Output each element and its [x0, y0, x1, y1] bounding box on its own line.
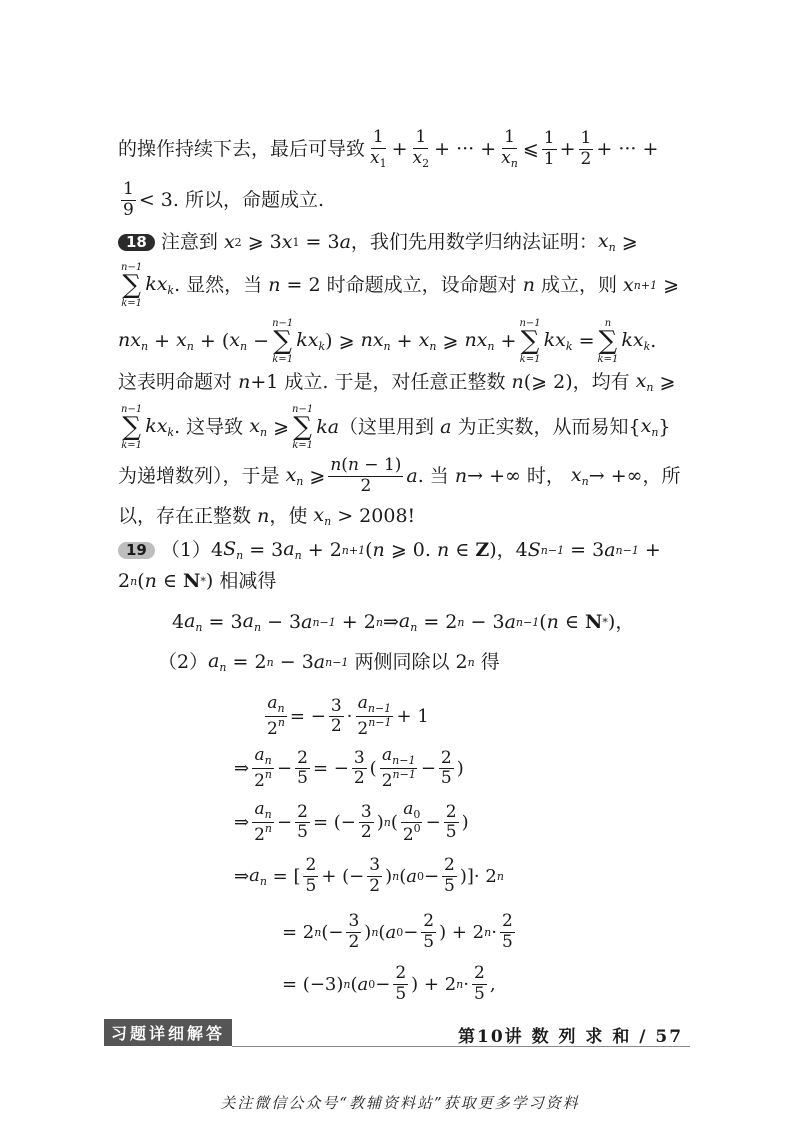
p18-line2: n−1 ∑ k=1 $kx_k$ . 显然，当 n = 2 时命题成立，设命题对 n 成立，则 x n+1 ⩾: [121, 262, 680, 309]
p19-line4: （2） $a_n$ = 2 n − 3 a n−1 两侧同除以 2 n 得: [158, 650, 500, 674]
para17-line2: $\frac{1}{9}$ < 3. 所以，命题成立.: [123, 179, 324, 220]
text: . 这导致: [174, 415, 244, 438]
text: < 3. 所以，命题成立.: [138, 188, 324, 211]
section-tag: 习题详细解答: [104, 1019, 232, 1046]
eq-step3: ⇒ $\frac{a_n}{2^n}$ − $\frac{2}{5}$ = (− $\frac{3}{2}$ ) n ( $\frac{a_0}{2^0}$ − $\frac{2}{5}$ ): [234, 799, 469, 845]
text: 为递增数列），于是: [118, 464, 280, 487]
text: ，我们先用数学归纳法证明：: [350, 231, 598, 253]
text: . 当: [417, 464, 449, 487]
p19-line3: 4 $a_n$ = 3 $a_n$ − 3 a n−1 + 2 n ⇒ $a_n$ = 2 n − 3 a n−1 ( n ∈ N * )，: [172, 610, 635, 634]
text: 相减得: [219, 570, 277, 592]
eq-step2: ⇒ $\frac{a_n}{2^n}$ − $\frac{2}{5}$ = − $\frac{3}{2}$ ( $\frac{a_{n-1}}{2^{n-1}}$ − $\frac{2}{5}$ ): [234, 745, 464, 791]
eq-step4: ⇒ $a_n$ = [ $\frac{2}{5}$ + (− $\frac{3}{2}$ ) n ( a 0 − $\frac{2}{5}$ )]· 2 n: [234, 855, 504, 896]
text: 为正实数，从而易知: [457, 415, 629, 438]
p19-line1: 19 （1） 4 $S_n$ = 3 $a_n$ + 2 n+1 ( n ⩾ 0. n ∈ Z )，4 S n−1 = 3 a n−1 +: [118, 540, 688, 561]
text: 以，存在正整数: [118, 505, 252, 527]
text: ，所: [642, 464, 681, 487]
text: 成立，则: [540, 273, 617, 296]
text: （这里用到: [339, 415, 435, 438]
text: 成立. 于是，对任意正整数: [284, 371, 506, 393]
p18-line7: 以，存在正整数 n ，使 $x_n$ > 2008!: [118, 504, 416, 528]
eq-step1: $\frac{a_n}{2^n}$ = − $\frac{3}{2}$ · $\frac{a_{n-1}}{2^{n-1}}$ + 1: [267, 693, 429, 739]
promo-text: 关注微信公众号“教辅资料站”获取更多学习资料: [220, 1094, 580, 1112]
eq-step5: = 2 n (− $\frac{3}{2}$ ) n ( a 0 − $\frac{2}{5}$ ) + 2 n · $\frac{2}{5}$: [282, 911, 513, 952]
p18-line1: 18 注意到 x 2 ⩾ 3 x 1 = 3 a ，我们先用数学归纳法证明： $x_n$ ⩾: [118, 232, 688, 253]
text: 注意到: [160, 231, 218, 253]
p18-line6: 为递增数列），于是 $x_n$ ⩾ $\frac{n(n - 1)}{2}$ a . 当 n → +∞ 时， $x_n$ → +∞ ，所: [118, 455, 681, 496]
p18-line3: $nx_n$ + $x_n$ + ( $x_n$ − n−1 ∑ k=1 $kx_k$ ) ⩾ $nx_n$ + $x_n$ ⩾ $nx_n$ + n−1 ∑ k=1 $kx_k$ = n ∑ k=1 $kx_k$ .: [118, 318, 657, 365]
text: 得: [480, 651, 500, 673]
p19-line2: 2 n ( n ∈ N * ) 相减得: [118, 570, 277, 592]
text: ，均有: [572, 371, 630, 393]
text: （1）: [160, 539, 211, 561]
p18-line4: 这表明命题对 n +1 成立. 于是，对任意正整数 n (⩾ 2) ，均有 $x_n$ ⩾: [118, 370, 676, 394]
para17-line1: 的操作持续下去，最后可导致 $\frac{1}{x_1}$ + $\frac{1}{x_2}$ + ··· + $\frac{1}{x_n}$ ⩽ $\frac{1}{1}$ + $\frac{1}{2}$ + ··· +: [118, 127, 659, 170]
text: 时，: [526, 464, 565, 487]
text: （2）: [158, 651, 209, 673]
page-title: 第10讲 数 列 求 和 / 57: [458, 1027, 684, 1047]
text: 这表明命题对: [118, 371, 233, 393]
text: 的操作持续下去，最后可导致: [118, 137, 366, 160]
text: ，使: [269, 505, 308, 527]
text: 两侧同除以: [354, 651, 450, 673]
p18-line5: n−1 ∑ k=1 $kx_k$ . 这导致 $x_n$ ⩾ n−1 ∑ k=1 ka （这里用到 a 为正实数，从而易知 { $x_n$ }: [121, 404, 671, 451]
problem-badge-18: 18: [118, 234, 155, 251]
text: . 显然，当: [174, 273, 263, 296]
problem-badge-19: 19: [118, 542, 155, 559]
eq-step6: = (−3) n ( a 0 − $\frac{2}{5}$ ) + 2 n · $\frac{2}{5}$ ,: [282, 963, 496, 1004]
text: 时命题成立，设命题对: [326, 273, 517, 296]
